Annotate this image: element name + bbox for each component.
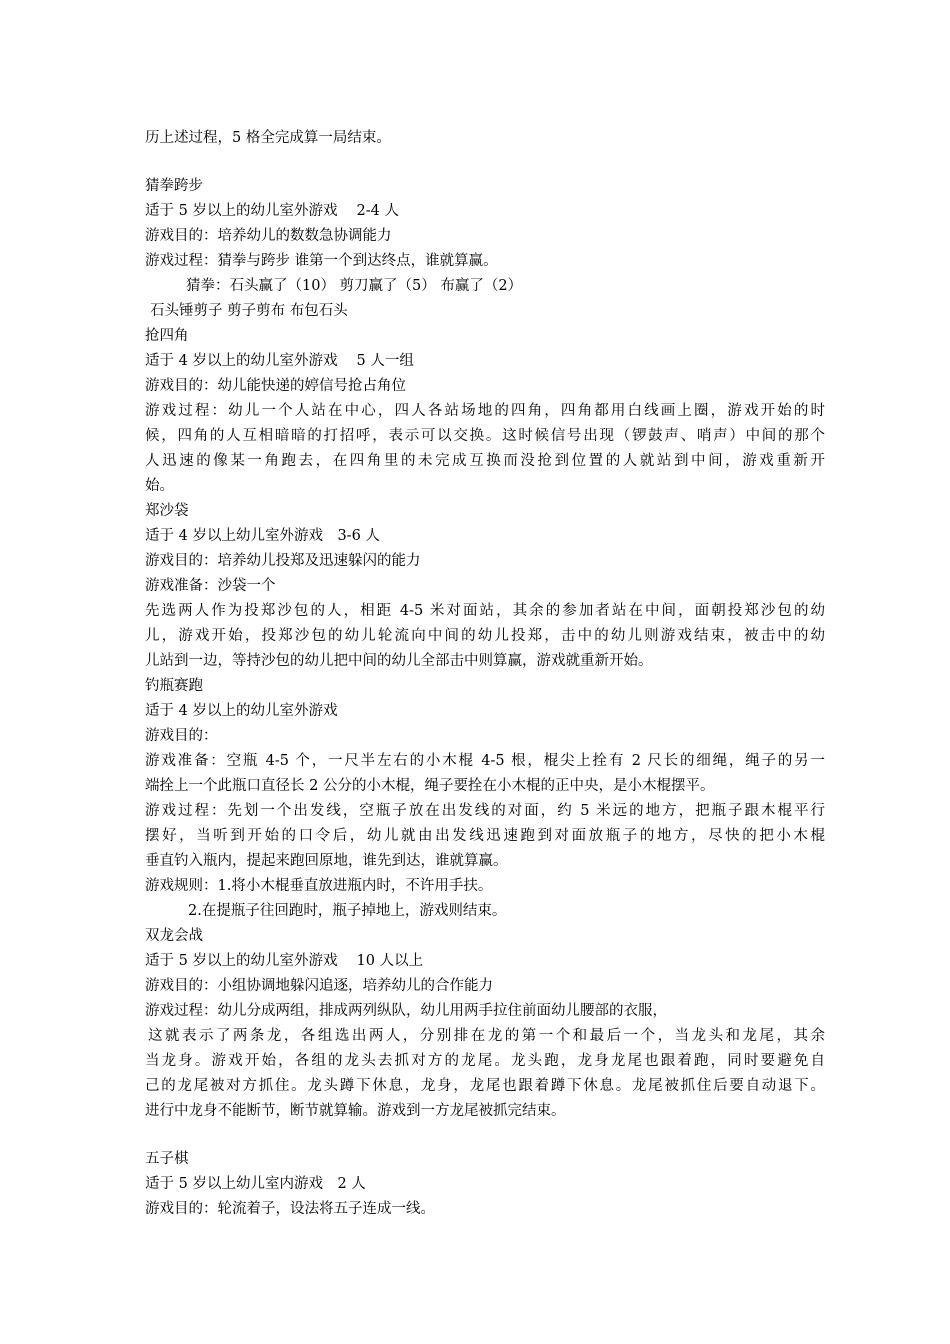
text-line: 历上述过程，5 格全完成算一局结束。: [145, 130, 391, 146]
text-line: 儿，游戏开始，投郑沙包的幼儿轮流向中间的幼儿投郑，击中的幼儿则游戏结束，被击中的幼: [145, 628, 825, 644]
text-line: 游戏规则：1.将小木棍垂直放进瓶内时，不许用手扶。: [145, 878, 493, 894]
text-line: 候，四角的人互相暗暗的打招呼，表示可以交换。这时候信号出现（锣鼓声、哨声）中间的那个: [145, 428, 825, 444]
text-line: 当龙身。游戏开始，各组的龙头去抓对方的龙尾。龙头跑，龙身龙尾也跟着跑，同时要避免自: [145, 1053, 825, 1069]
text-line: 游戏准备：沙袋一个: [145, 578, 276, 594]
text-line: 游戏准备：空瓶 4-5 个，一尺半左右的小木棍 4-5 根，棍尖上拴有 2 尺长的细绳，绳子的另一: [145, 753, 825, 769]
text-line: 适于 4 岁以上的幼儿室外游戏 5 人一组: [145, 353, 414, 369]
text-line: 游戏目的：培养幼儿投郑及迅速躲闪的能力: [145, 553, 421, 569]
text-line: 始。: [145, 478, 174, 494]
text-line: 适于 5 岁以上幼儿室内游戏 2 人: [145, 1176, 366, 1192]
text-line: 游戏目的：培养幼儿的数数急协调能力: [145, 228, 392, 244]
text-line: 垂直钓入瓶内，提起来跑回原地，谁先到达，谁就算赢。: [145, 853, 508, 869]
text-line: 游戏过程：猜拳与跨步 谁第一个到达终点，谁就算赢。: [145, 253, 498, 269]
section-heading: 钓瓶赛跑: [145, 678, 203, 694]
text-line: 人迅速的像某一角跑去，在四角里的未完成互换而没抢到位置的人就站到中间，游戏重新开: [145, 453, 825, 469]
section-heading: 郑沙袋: [145, 503, 189, 519]
text-line: 游戏目的：轮流着子，设法将五子连成一线。: [145, 1201, 435, 1217]
text-line: 石头锤剪子 剪子剪布 布包石头: [150, 303, 348, 319]
text-line: 游戏目的：: [145, 728, 218, 744]
text-line: 先选两人作为投郑沙包的人，相距 4-5 米对面站，其余的参加者站在中间，面朝投郑沙包的幼: [145, 603, 825, 619]
text-line: 游戏过程：幼儿一个人站在中心，四人各站场地的四角，四角都用白线画上圈，游戏开始的时: [145, 403, 825, 419]
section-heading: 双龙会战: [145, 928, 203, 944]
text-line: 适于 5 岁以上的幼儿室外游戏 2-4 人: [145, 203, 400, 219]
text-line: 猜拳：石头赢了（10） 剪刀赢了（5） 布赢了（2）: [186, 278, 523, 294]
text-line: 适于 4 岁以上的幼儿室外游戏: [145, 703, 338, 719]
text-line: 儿站到一边，等持沙包的幼儿把中间的幼儿全部击中则算赢，游戏就重新开始。: [145, 653, 653, 669]
text-line: 适于 5 岁以上的幼儿室外游戏 10 人以上: [145, 953, 424, 969]
text-line: 进行中龙身不能断节，断节就算输。游戏到一方龙尾被抓完结束。: [145, 1103, 566, 1119]
section-heading: 抢四角: [145, 328, 189, 344]
text-line: 己的龙尾被对方抓住。龙头蹲下休息，龙身，龙尾也跟着蹲下休息。龙尾被抓住后要自动退下。: [145, 1078, 825, 1094]
text-line: 端拴上一个此瓶口直径长 2 公分的小木棍，绳子要拴在小木棍的正中央，是小木棍摆平。: [145, 778, 715, 794]
text-line: 游戏目的：幼儿能快递的婷信号抢占角位: [145, 378, 406, 394]
text-line: 这就表示了两条龙，各组选出两人，分别排在龙的第一个和最后一个，当龙头和龙尾，其余: [148, 1028, 825, 1044]
text-line: 摆好，当听到开始的口令后，幼儿就由出发线迅速跑到对面放瓶子的地方，尽快的把小木棍: [145, 828, 825, 844]
text-line: 2.在提瓶子往回跑时，瓶子掉地上，游戏则结束。: [188, 903, 507, 919]
section-heading: 猜拳跨步: [145, 178, 203, 194]
text-line: 游戏过程：幼儿分成两组，排成两列纵队，幼儿用两手拉住前面幼儿腰部的衣服，: [145, 1003, 667, 1019]
text-line: 游戏目的：小组协调地躲闪追逐，培养幼儿的合作能力: [145, 978, 493, 994]
text-line: 适于 4 岁以上幼儿室外游戏 3-6 人: [145, 528, 380, 544]
text-line: 游戏过程：先划一个出发线，空瓶子放在出发线的对面，约 5 米远的地方，把瓶子跟木棍平行: [145, 803, 825, 819]
section-heading: 五子棋: [145, 1151, 189, 1167]
